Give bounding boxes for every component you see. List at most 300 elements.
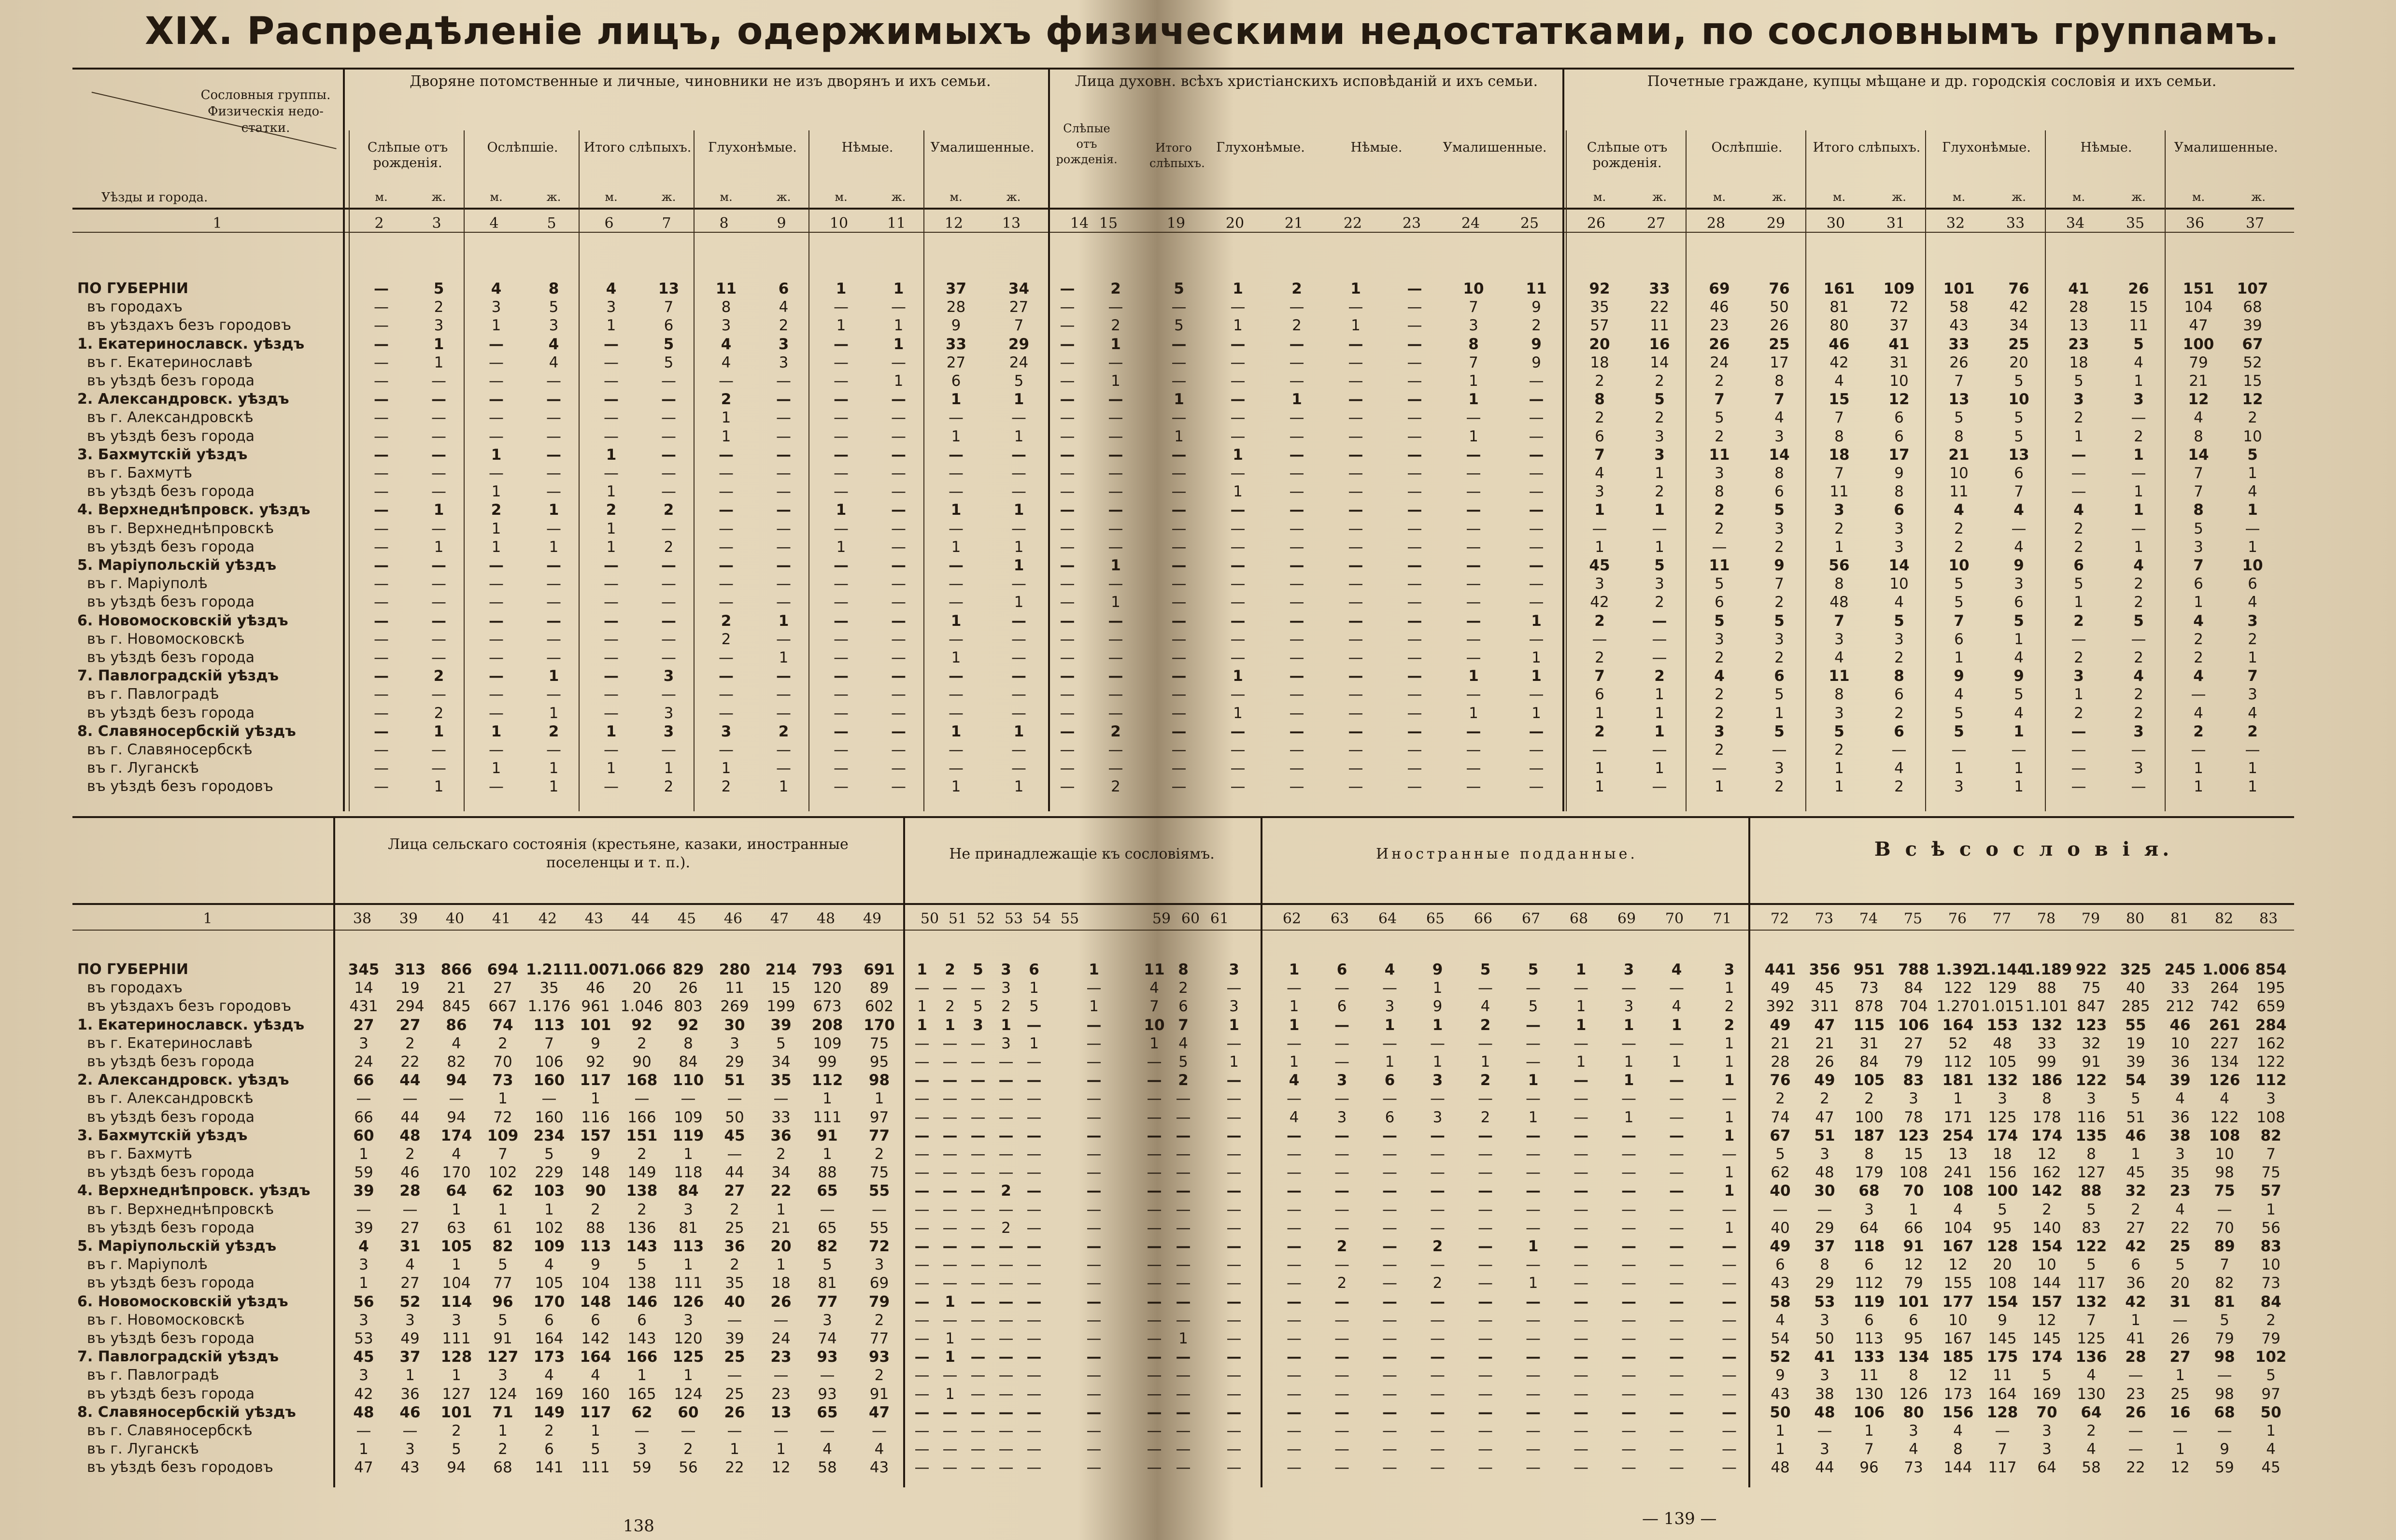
bottom-cell: —	[1026, 1293, 1042, 1311]
top-cell: —	[374, 593, 389, 611]
top-cell: 25	[2008, 335, 2029, 353]
bottom-cell: 1	[1001, 1016, 1011, 1034]
top-cell: —	[1407, 667, 1422, 685]
bottom-cell: —	[970, 1145, 986, 1163]
bottom-cell: 108	[1899, 1164, 1928, 1182]
bottom-cell: 170	[864, 1016, 895, 1034]
top-cell: 1	[606, 538, 616, 556]
top-cell: 2	[1894, 704, 1904, 722]
top-cell: —	[1171, 557, 1187, 574]
top-cell: 9	[1774, 557, 1785, 574]
bottom-cell: 8	[683, 1034, 693, 1052]
bottom-cell: —	[998, 1403, 1014, 1421]
top-cell: —	[1466, 575, 1481, 593]
page-title: XIX. Распредѣленіе лицъ, одержимыхъ физическими недостатками, по сословнымъ группамъ.	[145, 10, 2280, 53]
top-cell: —	[1348, 686, 1363, 704]
bottom-cell: —	[1226, 1367, 1242, 1385]
top-cell: 2	[1594, 612, 1605, 630]
town-sex-f-2: ж.	[1892, 190, 1906, 204]
top-cell: 13	[658, 280, 680, 297]
bottom-cell: —	[1086, 1201, 1102, 1218]
top-row-label-12: 4. Верхнеднѣпровск. уѣздъ	[77, 501, 311, 519]
top-cell: 2	[2074, 520, 2084, 537]
bottom-cell: 110	[672, 1072, 704, 1089]
bottom-cell: —	[1086, 1053, 1102, 1071]
top-cell: 47	[2189, 317, 2208, 335]
top-cell: 20	[2009, 353, 2028, 371]
top-cell: 92	[1589, 280, 1610, 297]
clergy-defect-1: Итого слѣпыхъ.	[1149, 141, 1205, 170]
top-cell: 3	[779, 353, 789, 371]
top-cell: —	[719, 538, 734, 556]
bottom-cell: 48	[353, 1403, 374, 1421]
top-cell: 15	[1829, 391, 1850, 409]
bottom-cell: 1	[1229, 1016, 1239, 1034]
bottom-cell: 30	[724, 1016, 745, 1034]
bottom-cell: 922	[2075, 961, 2107, 978]
top-cell: —	[1060, 741, 1075, 759]
bottom-cell: 109	[533, 1238, 565, 1255]
bottom-cell: 3	[683, 1311, 693, 1329]
bottom-cell: 185	[1942, 1348, 1974, 1366]
bottom-cell: 3	[1909, 1090, 1918, 1108]
bottom-colnum-22: 62	[1282, 910, 1302, 927]
top-cell: —	[489, 391, 504, 409]
top-cell: —	[2131, 778, 2146, 796]
bottom-cell: —	[1086, 1108, 1102, 1126]
top-cell: 1	[950, 612, 962, 630]
top-cell: —	[776, 667, 791, 685]
top-cell: 5	[2013, 612, 2024, 630]
bottom-cell: 91	[493, 1330, 512, 1347]
bottom-cell: 1	[452, 1256, 461, 1274]
top-cell: —	[1060, 538, 1075, 556]
top-cell: —	[719, 483, 734, 501]
bottom-cell: 99	[818, 1053, 837, 1071]
bottom-cell: 46	[2169, 1016, 2191, 1034]
bottom-cell: 91	[817, 1127, 838, 1144]
bottom-row-label-20: въ уѣздѣ безъ города	[87, 1330, 255, 1347]
bottom-cell: —	[1176, 1311, 1191, 1329]
top-cell: 1	[1595, 704, 1604, 722]
bottom-cell: 108	[1942, 1182, 1974, 1200]
bottom-cell: —	[1287, 1403, 1302, 1421]
bottom-cell: 24	[771, 1330, 791, 1347]
bottom-cell: 5	[452, 1441, 461, 1458]
bottom-cell: 134	[2210, 1053, 2239, 1071]
bottom-cell: —	[1226, 1403, 1242, 1421]
top-cell: —	[1108, 760, 1123, 777]
bottom-cell: —	[1026, 1459, 1042, 1477]
top-cell: —	[1171, 501, 1187, 519]
bottom-cell: —	[1430, 1403, 1445, 1421]
bottom-cell: —	[449, 1090, 464, 1108]
top-row	[0, 317, 2396, 333]
top-cell: 76	[2008, 280, 2029, 297]
bottom-cell: 35	[2170, 1164, 2190, 1182]
bottom-cell: —	[1526, 1293, 1541, 1311]
bottom-cell: 34	[771, 1053, 791, 1071]
top-cell: —	[1108, 667, 1123, 685]
bottom-cell: —	[1176, 1127, 1191, 1144]
bottom-cell: 227	[2210, 1034, 2239, 1052]
top-cell: 1	[549, 778, 559, 796]
top-cell: —	[1407, 501, 1422, 519]
bottom-cell: —	[914, 1348, 930, 1366]
top-cell: —	[1230, 465, 1246, 482]
bottom-cell: 175	[1986, 1348, 2018, 1366]
bottom-cell: 127	[487, 1348, 519, 1366]
top-cell: 7	[1594, 446, 1605, 464]
top-cell: 2	[1594, 722, 1605, 740]
bottom-cell: —	[1478, 1274, 1493, 1292]
top-group-nobility: Дворяне потомственные и личные, чиновники не изъ дворянъ и ихъ семьи.	[410, 73, 991, 90]
bottom-cell: —	[1574, 1108, 1588, 1126]
bottom-cell: 1	[1432, 1016, 1443, 1034]
top-cell: —	[489, 612, 504, 630]
bottom-cell: —	[1722, 1441, 1737, 1458]
top-colnum-5: 6	[604, 215, 614, 232]
bottom-cell: 5	[1528, 961, 1539, 978]
top-cell: 4	[2073, 501, 2084, 519]
top-cell: 7	[2014, 483, 2024, 501]
town-sex-m-1: м.	[1713, 190, 1726, 204]
top-cell: 1	[1954, 649, 1964, 666]
bottom-cell: 1	[452, 1201, 461, 1218]
bottom-cell: 36	[724, 1238, 745, 1255]
bottom-cell: 49	[1770, 1016, 1791, 1034]
bottom-row-label-6: 2. Александровск. уѣздъ	[77, 1072, 289, 1089]
bottom-cell: —	[914, 1330, 930, 1347]
top-cell: —	[1060, 372, 1075, 390]
top-table-rule-header	[72, 208, 2294, 210]
bottom-row-label-22: въ г. Павлоградѣ	[87, 1367, 219, 1384]
top-cell: —	[2245, 520, 2260, 537]
top-cell: —	[1529, 722, 1544, 740]
bottom-cell: —	[942, 1053, 958, 1071]
bottom-cell: 179	[1855, 1164, 1884, 1182]
top-cell: 10	[2008, 391, 2029, 409]
bottom-cell: 20	[632, 979, 652, 997]
bottom-cell: 170	[442, 1164, 471, 1182]
bottom-cell: 66	[353, 1072, 374, 1089]
bottom-cell: 4	[405, 1256, 415, 1274]
top-cell: —	[891, 353, 906, 371]
top-cell: —	[1289, 298, 1304, 316]
bottom-cell: —	[1574, 1256, 1588, 1274]
top-cell: 1	[1655, 704, 1664, 722]
nobility-defect-5: Умалишенные.	[930, 140, 1035, 155]
bottom-row-label-26: въ г. Луганскѣ	[87, 1441, 199, 1458]
top-row-label-9: 3. Бахмутскій уѣздъ	[77, 446, 248, 463]
top-cell: 21	[2189, 372, 2208, 390]
top-cell: —	[1230, 722, 1246, 740]
top-cell: —	[374, 483, 389, 501]
bottom-cell: —	[970, 1385, 986, 1403]
bottom-cell: 5	[591, 1441, 600, 1458]
top-cell: 4	[1834, 372, 1844, 390]
bottom-cell: 28	[399, 1182, 421, 1200]
bottom-cell: 75	[2214, 1182, 2235, 1200]
bottom-row-label-11: въ уѣздѣ безъ города	[87, 1164, 255, 1181]
top-colnum-8: 9	[777, 215, 786, 232]
top-cell: —	[546, 575, 561, 593]
top-cell: 4	[779, 298, 789, 316]
bottom-cell: —	[402, 1422, 418, 1440]
bottom-colnum-1: 38	[353, 910, 372, 927]
top-cell: —	[1171, 593, 1187, 611]
bottom-cell: —	[1995, 1422, 2010, 1440]
bottom-cell: 3	[730, 1034, 739, 1052]
bottom-cell: 151	[626, 1127, 658, 1144]
bottom-cell: 21	[771, 1219, 791, 1237]
top-cell: 3	[606, 298, 616, 316]
top-cell: 7	[1834, 612, 1844, 630]
bottom-colnum-9: 46	[723, 910, 743, 927]
top-cell: 15	[2243, 372, 2262, 390]
top-cell: 1	[951, 538, 961, 556]
bottom-cell: 112	[2255, 1072, 2287, 1089]
bottom-cell: 793	[811, 961, 843, 978]
top-cell: —	[489, 704, 504, 722]
bottom-cell: 4	[1480, 998, 1490, 1016]
nobility-defect-0: Слѣпые отъ рожденія.	[367, 140, 448, 170]
corner-top-label: Сословныя группы. Физическія недо-статки.	[200, 88, 331, 135]
bottom-row	[0, 1182, 2396, 1199]
top-cell: —	[1652, 630, 1667, 648]
top-cell: —	[1289, 538, 1304, 556]
bottom-cell: —	[1526, 1034, 1541, 1052]
top-cell: 1	[548, 501, 559, 519]
top-cell: 4	[2248, 704, 2257, 722]
bottom-cell: 3	[498, 1367, 508, 1385]
bottom-cell: 4	[822, 1441, 832, 1458]
bottom-cell: 5	[2042, 1367, 2052, 1385]
top-cell: 29	[1008, 335, 1030, 353]
top-cell: —	[891, 298, 906, 316]
top-cell: —	[431, 483, 446, 501]
bottom-cell: 8	[1864, 1145, 1874, 1163]
top-cell: 5	[1715, 409, 1724, 427]
bottom-cell: —	[970, 1072, 986, 1089]
bottom-colnum-32: 72	[1770, 910, 1789, 927]
bottom-colnum-14: 51	[948, 910, 967, 927]
bottom-colnum-29: 69	[1617, 910, 1636, 927]
bottom-cell: 1	[2266, 1422, 2276, 1440]
bottom-cell: —	[1621, 1182, 1636, 1200]
top-cell: 5	[1954, 593, 1964, 611]
bottom-cell: 127	[442, 1385, 471, 1403]
bottom-cell: 166	[627, 1108, 656, 1126]
top-cell: —	[1289, 686, 1304, 704]
top-cell: 2	[606, 501, 617, 519]
bottom-colnum-18: 55	[1060, 910, 1079, 927]
top-cell: 6	[1715, 593, 1724, 611]
top-cell: 69	[1709, 280, 1730, 297]
top-cell: —	[2071, 778, 2086, 796]
bottom-cell: 18	[771, 1274, 791, 1292]
top-cell: —	[1529, 372, 1544, 390]
top-cell: 1	[1469, 704, 1478, 722]
top-cell: 1	[549, 704, 559, 722]
top-cell: —	[776, 465, 791, 482]
top-cell: —	[1407, 483, 1422, 501]
top-cell: 1	[721, 760, 731, 777]
bottom-cell: 43	[1771, 1274, 1790, 1292]
top-cell: —	[891, 704, 906, 722]
bottom-cell: —	[1478, 1256, 1493, 1274]
top-cell: —	[489, 649, 504, 666]
top-cell: —	[891, 483, 906, 501]
bottom-cell: 2	[1480, 1108, 1490, 1126]
top-cell: —	[834, 704, 849, 722]
top-cell: —	[2131, 465, 2146, 482]
bottom-cell: 117	[580, 1403, 611, 1421]
top-cell: 2	[1715, 741, 1724, 759]
top-cell: —	[834, 298, 849, 316]
top-cell: 1	[1233, 280, 1243, 297]
bottom-cell: 40	[2126, 979, 2145, 997]
bottom-cell: 174	[1986, 1127, 2018, 1144]
bottom-cell: —	[1574, 1293, 1588, 1311]
bottom-cell: 5	[2086, 1201, 2096, 1218]
bottom-cell: —	[2128, 1367, 2143, 1385]
bottom-cell: 23	[770, 1348, 792, 1366]
bottom-cell: —	[970, 1219, 986, 1237]
bottom-cell: —	[1226, 1108, 1242, 1126]
bottom-cell: —	[1026, 1127, 1042, 1144]
top-cell: —	[661, 630, 676, 648]
top-cell: —	[489, 557, 504, 574]
top-cell: 5	[1894, 612, 1904, 630]
bottom-cell: —	[1086, 1311, 1102, 1329]
top-cell: —	[1407, 593, 1422, 611]
top-cell: —	[1171, 760, 1187, 777]
bottom-cell: 1	[945, 1330, 955, 1347]
bottom-cell: —	[1430, 1201, 1445, 1218]
top-cell: 2	[1715, 686, 1724, 704]
top-cell: 34	[2009, 317, 2028, 335]
bottom-cell: 5	[822, 1256, 832, 1274]
top-cell: —	[834, 722, 849, 740]
bottom-cell: 4	[1289, 1108, 1299, 1126]
top-cell: 26	[1770, 317, 1789, 335]
top-row	[0, 760, 2396, 776]
bottom-cell: 241	[1943, 1164, 1972, 1182]
bottom-cell: 4	[1672, 998, 1682, 1016]
bottom-cell: 33	[2170, 979, 2190, 997]
bottom-table-rule-top	[72, 816, 2294, 818]
bottom-cell: —	[914, 1201, 930, 1218]
top-colnum-6: 7	[662, 215, 671, 232]
bottom-cell: 6	[1864, 1311, 1874, 1329]
top-cell: 27	[1009, 298, 1029, 316]
town-defect-0: Слѣпые отъ рожденія.	[1587, 140, 1668, 170]
bottom-cell: 3	[359, 1034, 369, 1052]
bottom-cell: —	[1430, 1127, 1445, 1144]
top-cell: 3	[1834, 630, 1844, 648]
bottom-cell: 111	[442, 1330, 471, 1347]
top-cell: —	[1230, 335, 1246, 353]
bottom-cell: —	[998, 1274, 1014, 1292]
bottom-cell: —	[1526, 1016, 1541, 1034]
bottom-cell: —	[1026, 1072, 1042, 1089]
bottom-cell: 38	[2169, 1127, 2191, 1144]
bottom-cell: 6	[1029, 961, 1039, 978]
top-cell: —	[1289, 353, 1304, 371]
top-row-label-19: въ г. Новомосковскѣ	[87, 630, 245, 648]
bottom-row-label-12: 4. Верхнеднѣпровск. уѣздъ	[77, 1182, 311, 1200]
bottom-cell: 4	[1289, 1072, 1300, 1089]
town-defect-3: Глухонѣмые.	[1942, 140, 2031, 155]
bottom-cell: 3	[1820, 1145, 1829, 1163]
top-cell: —	[489, 630, 504, 648]
bottom-cell: 667	[488, 998, 517, 1016]
top-cell: —	[2071, 446, 2086, 464]
bottom-cell: 122	[2210, 1108, 2239, 1126]
bottom-cell: 4	[2175, 1090, 2185, 1108]
bottom-cell: 102	[488, 1164, 517, 1182]
bottom-cell: —	[1226, 1090, 1242, 1108]
bottom-cell: 2	[1480, 1016, 1491, 1034]
bottom-group-foreign: Иностранные подданные.	[1376, 846, 1638, 862]
top-cell: 8	[1894, 667, 1904, 685]
bottom-cell: —	[1176, 1219, 1191, 1237]
top-cell: 1	[1111, 593, 1120, 611]
bottom-cell: 42	[2125, 1293, 2146, 1311]
bottom-cell: 6	[1178, 998, 1188, 1016]
top-cell: —	[1407, 612, 1422, 630]
bottom-cell: —	[1287, 1090, 1302, 1108]
bottom-cell: 165	[627, 1385, 656, 1403]
top-cell: —	[834, 465, 849, 482]
bottom-cell: —	[942, 1367, 958, 1385]
top-cell: —	[2131, 409, 2146, 427]
bottom-cell: 1.144	[1980, 961, 2028, 978]
bottom-cell: 65	[818, 1219, 837, 1237]
bottom-cell: 659	[2256, 998, 2285, 1016]
bottom-cell: —	[1287, 1330, 1302, 1347]
town-sex-f-5: ж.	[2251, 190, 2266, 204]
top-colnum-16: 20	[1225, 215, 1245, 232]
bottom-cell: —	[1669, 1072, 1684, 1089]
bottom-group-nonestate: Не принадлежащіе къ сословіямъ.	[949, 846, 1215, 862]
top-cell: 4	[1834, 649, 1844, 666]
top-colnum-30: 34	[2066, 215, 2085, 232]
top-cell: 2	[1774, 778, 1784, 796]
bottom-cell: 1	[1623, 1072, 1634, 1089]
bottom-cell: —	[1026, 1108, 1042, 1126]
bottom-cell: 125	[1988, 1108, 2017, 1126]
top-cell: —	[1289, 483, 1304, 501]
bottom-cell: 25	[2170, 1385, 2190, 1403]
top-cell: 12	[2242, 391, 2263, 409]
top-cell: 6	[1954, 630, 1964, 648]
top-cell: 1	[779, 778, 789, 796]
top-cell: 3	[2014, 575, 2024, 593]
bottom-row	[0, 1127, 2396, 1144]
bottom-cell: —	[1382, 1164, 1397, 1182]
top-row	[0, 631, 2396, 647]
bottom-row	[0, 1293, 2396, 1310]
top-cell: 1	[1954, 760, 1964, 777]
bottom-row-label-21: 7. Павлоградскій уѣздъ	[77, 1348, 279, 1366]
bottom-cell: —	[1669, 1219, 1684, 1237]
bottom-cell: 111	[674, 1274, 703, 1292]
bottom-cell: 27	[399, 1016, 421, 1034]
bottom-cell: 1	[2175, 1367, 2185, 1385]
bottom-colnum-16: 53	[1004, 910, 1023, 927]
